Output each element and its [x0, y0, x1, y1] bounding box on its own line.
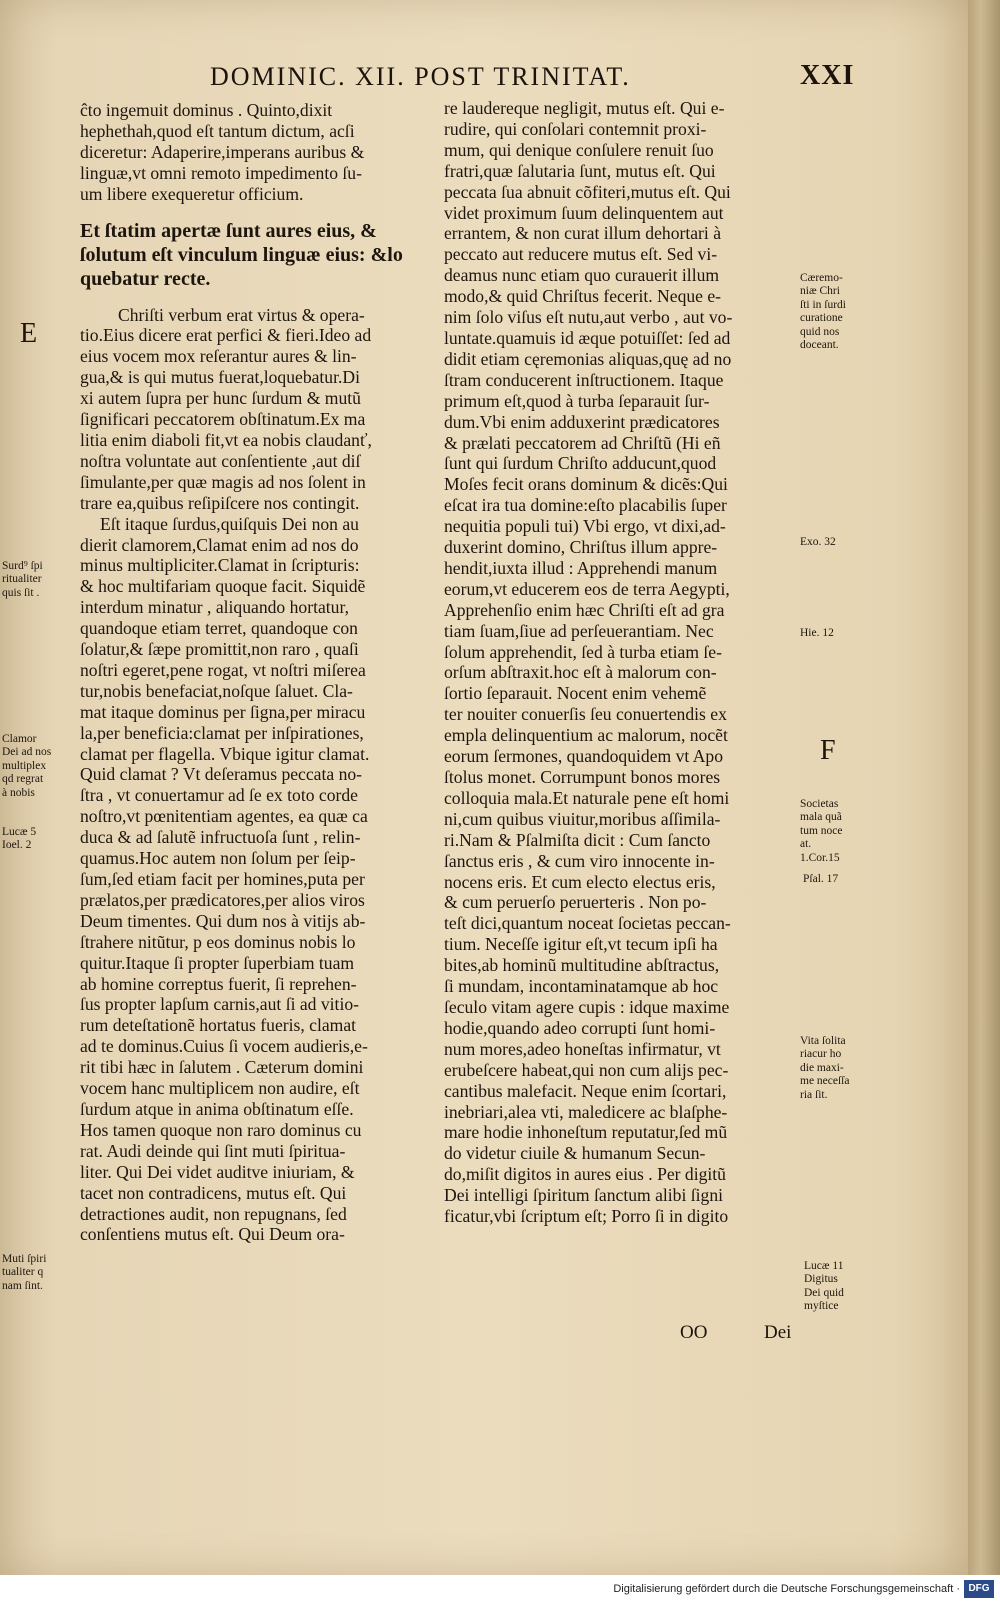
text-line: liter. Qui Dei videt auditve iniuriam, & [80, 1161, 355, 1182]
note-line: ritualiter [2, 573, 42, 586]
text-line: ſanctus eris , & cum viro innocente in- [444, 850, 715, 871]
note-line: mala quã [800, 811, 842, 824]
text-line: Hos tamen quoque non raro dominus cu [80, 1119, 362, 1140]
lemma-line: quebatur recte. [80, 267, 211, 290]
text-line: ab homine correptus fuerit, ſi reprehen- [80, 973, 357, 994]
text-line: Deum timentes. Qui dum nos à vitijs ab- [80, 910, 366, 931]
note-line: Exo. 32 [800, 536, 836, 548]
text-line: Chriſti verbum erat virtus & opera- [118, 304, 365, 325]
lemma-line: Et ſtatim apertæ ſunt aures eius, & [80, 219, 377, 242]
text-line: errantem, & non curat illum dehortari à [444, 223, 721, 244]
text-line: & cum peruerſo peruerteris . Non po- [444, 892, 707, 913]
text-line: ſunt qui ſurdum Chriſto adducunt,quod [444, 453, 717, 474]
note-line: Vita ſolita [800, 1035, 846, 1047]
text-line: detractiones audit, non repugnans, ſed [80, 1203, 347, 1224]
left-margin-note [2, 826, 36, 853]
text-line: re laudereque negligit, mutus eſt. Qui e- [444, 98, 725, 118]
text-line: nequitia populi tui) Vbi ergo, vt dixi,ad- [444, 516, 726, 537]
text-line: ſus propter lapſum carnis,aut ſi ad vitio- [80, 994, 359, 1015]
left-margin-note [2, 733, 51, 800]
text-line: diceretur: Adaperire,imperans auribus & [80, 141, 365, 162]
text-line: ſtrahere nitũtur, p eos dominus nobis lo [80, 931, 356, 952]
note-line: Hie. 12 [800, 627, 834, 639]
text-line: fratri,quæ ſalutaria ſunt, mutus eſt. Qui [444, 160, 716, 181]
text-line: nim ſolo viſus eſt nutu,aut verbo , aut vo- [444, 307, 733, 328]
text-line: modo,& quid Chriſtus fecerit. Neque e- [444, 286, 722, 307]
text-line: eſcat ira tua domine:eſto placabilis ſuper [444, 495, 727, 516]
text-line: Quid clamat ? Vt deſeramus peccata no- [80, 764, 363, 785]
note-line: ria ſit. [800, 1088, 828, 1101]
text-line: Moſes fecit orans dominum & dicẽs:Qui [444, 474, 728, 495]
note-line: Dei quid [804, 1286, 844, 1299]
text-line: ſolatur,& ſæpe promittit,non raro , quaſi [80, 639, 359, 660]
text-line: tur,nobis benefaciat,noſque ſaluet. Cla- [80, 680, 353, 701]
text-line: erubeſcere habeat,qui non cum alijs pec- [444, 1059, 729, 1080]
text-line: luntate.quamuis id æque potuiſſet: ſed ad [444, 327, 731, 348]
right-margin-note [803, 873, 838, 886]
text-line: bites,ab hominũ multitudine abſtractus, [444, 955, 720, 976]
note-line: nam ſint. [2, 1279, 43, 1292]
note-line: curatione [800, 312, 843, 325]
text-line: ſi mundam, incontaminatamque ab hoc [444, 976, 719, 997]
text-line: tacet non contradicens, mutus eſt. Qui [80, 1182, 347, 1203]
text-line: inebriari,alea vti, maledicere ac blaſphe- [444, 1101, 728, 1122]
text-line: & hoc multifariam quoque facit. Siquidẽ [80, 576, 366, 597]
text-line: dierit clamorem,Clamat enim ad nos do [80, 534, 359, 555]
text-line: noſtri egeret,pene rogat, vt noſtri miſerea [80, 659, 366, 680]
text-line: quamus.Hoc autem non ſolum per ſeip- [80, 848, 356, 869]
text-line: minus multipliciter.Clamat in ſcripturis: [80, 555, 360, 576]
text-line: ad te dominus.Cuius ſi vocem audieris,e- [80, 1036, 368, 1057]
note-line: Societas [800, 798, 839, 810]
text-line: duca & ad ſalutẽ infructuoſa ſunt , relin- [80, 827, 361, 848]
text-line: xi autem ſupra per hunc ſurdum & mutũ [80, 388, 361, 409]
text-line: la,per beneficia:clamat per inſpirationes, [80, 722, 364, 743]
text-line: ter nouiter conuerſis ſeu conuertendis ex [444, 704, 727, 725]
note-line: multiplex [2, 759, 47, 772]
note-line: Muti ſpiri [2, 1253, 47, 1265]
text-line: tiam ſuam,ſiue ad perſeuerantiam. Nec [444, 620, 714, 641]
text-line: mat itaque dominus per ſigna,per miracu [80, 701, 366, 722]
note-line: Ioel. 2 [2, 839, 32, 852]
right-margin-note [800, 536, 836, 549]
text-line: videt proximum ſuum delinquentem aut [444, 202, 724, 223]
right-margin-note [800, 272, 846, 352]
note-line: quis ſit . [2, 586, 40, 599]
note-line: Dei ad nos [2, 746, 52, 759]
text-line: ſtolus monet. Corrumpunt bonos mores [444, 767, 721, 787]
right-margin-note [800, 627, 834, 640]
text-line: dum.Vbi enim adduxerint prædicatores [444, 411, 720, 432]
text-line: Dei intelligi ſpiritum ſanctum alibi ſigni [444, 1185, 724, 1206]
left-margin-note [2, 1253, 46, 1293]
text-line: ſtram conducerent inſtructionem. Itaque [444, 369, 724, 390]
note-line: Lucæ 5 [2, 826, 37, 838]
signature-mark: OO [680, 1322, 708, 1343]
text-line: ſolum apprehendit, ſed à turba etiam ſe- [444, 641, 722, 662]
text-line: colloquia mala.Et naturale pene eſt homi [444, 787, 730, 808]
text-line: do,miſit digitos in aures eius . Per digitũ [444, 1164, 726, 1185]
text-line: trare ea,quibus reſipiſcere nos contingit. [80, 492, 360, 513]
text-line: hephethah,quod eſt tantum dictum, acſi [80, 120, 355, 141]
text-line: vocem hanc multiplicem non audire, eſt [80, 1078, 360, 1099]
text-line: peccata ſua abnuit cõfiteri,mutus eſt. Qui [444, 181, 731, 202]
running-head: DOMINIC. XII. POST TRINITAT. [210, 62, 631, 91]
note-line: quid nos [800, 325, 840, 338]
text-line: prælatos,per prædicatores,per alios viros [80, 889, 365, 910]
text-line: ſimulante,per quæ magis ad nos ſolent in [80, 471, 366, 492]
text-line: didit etiam cęremonias aliquas,quę ad no [444, 348, 732, 369]
text-line: rudire, qui conſolari contemnit proxi- [444, 118, 707, 139]
lemma-line: ſolutum eſt vinculum linguæ eius: &lo [80, 243, 403, 266]
text-line: ſortio ſeparauit. Nocent enim vehemẽ [444, 683, 707, 704]
text-line: interdum minatur , aliquando hortatur, [80, 597, 350, 618]
section-letter-e: E [20, 318, 38, 349]
text-line: empla delinquentium ac malorum, nocẽt [444, 725, 728, 746]
note-line: die maxi- [800, 1061, 844, 1074]
text-line: ſignificari peccatorem obſtinatum.Ex ma [80, 409, 366, 430]
note-line: me neceſſa [800, 1075, 850, 1088]
paragraph-gap [80, 205, 425, 219]
text-line: peccato aut reducere mutus eſt. Sed vi- [444, 244, 718, 265]
text-line: noſtro,vt pœnitentiam agentes, ea quæ ca [80, 806, 368, 827]
text-line: cantibus malefacit. Neque enim ſcortari, [444, 1080, 727, 1101]
text-line: quandoque etiam terret, quandoque con [80, 618, 358, 639]
text-line: rit tibi hæc in ſalutem . Cæterum domini [80, 1057, 364, 1078]
right-margin-note [800, 1035, 849, 1102]
note-line: tualiter q [2, 1266, 44, 1279]
note-line: myſtice [804, 1300, 839, 1313]
text-line: eorum ſermones, quandoquidem vt Apo [444, 746, 724, 767]
text-line: ĉto ingemuit dominus . Quinto,dixit [80, 100, 333, 120]
note-line: Clamor [2, 733, 37, 745]
text-line: rum deteſtationẽ hortatus fueris, clamat [80, 1015, 357, 1036]
text-line: ſum,ſed etiam facit per homines,puta per [80, 869, 365, 889]
note-line: tum noce [800, 824, 843, 837]
right-margin-note [800, 798, 842, 865]
text-line: deamus nunc etiam quo curauerit illum [444, 265, 720, 286]
note-line: ſti in ſurdi [800, 298, 846, 311]
dfg-logo: DFG [964, 1580, 994, 1598]
text-line: mare hodie inhoneſtum reputatur,ſed mũ [444, 1122, 728, 1143]
text-line: ni,cum quibus viuitur,moribus aſſimila- [444, 808, 721, 829]
text-line: Apprehenſio enim hæc Chriſti eſt ad gra [444, 599, 725, 620]
text-line: clamat per flagella. Vbique igitur clamat. [80, 743, 370, 764]
text-line: noſtra voluntate aut conſentiente ,aut diſ [80, 450, 361, 471]
text-line: linguæ,vt omni remoto impedimento ſu- [80, 162, 362, 183]
note-line: Lucæ 11 [804, 1260, 844, 1272]
text-line: conſentiens mutus eſt. Qui Deum ora- [80, 1224, 345, 1245]
right-margin-note [804, 1260, 844, 1314]
text-line: teſt dici,quantum noceat ſocietas peccan- [444, 913, 731, 934]
text-line: rat. Audi deinde qui ſint muti ſpiritua- [80, 1140, 346, 1161]
text-line: primum eſt,quod à turba ſeparauit ſur- [444, 390, 710, 411]
note-line: 1.Cor.15 [800, 851, 840, 864]
text-line: litia enim diaboli fit,vt ea nobis claudanť, [80, 429, 372, 450]
note-line: niæ Chri [800, 285, 840, 298]
text-line: mum, qui denique conſulere renuit ſuo [444, 139, 714, 160]
page-edge [968, 0, 1000, 1575]
catchword: Dei [764, 1322, 792, 1343]
text-line: eius vocem mox reſerantur aures & lin- [80, 346, 357, 367]
text-line: duxerint domino, Chriſtus illum appre- [444, 537, 718, 558]
text-line: ficatur,vbi ſcriptum eſt; Porro ſi in digito [444, 1206, 729, 1227]
text-line: tium. Neceſſe igitur eſt,vt tecum ipſi ha [444, 934, 718, 955]
text-line: quitur.Itaque ſi propter ſuperbiam tuam [80, 952, 355, 973]
text-line: nocens eris. Et cum electo electus eris, [444, 871, 716, 892]
section-letter-f: F [820, 735, 836, 766]
folio-number: XXI [800, 60, 855, 91]
text-line: hendit,iuxta illud : Apprehendi manum [444, 557, 718, 578]
text-line: Eſt itaque ſurdus,quiſquis Dei non au [100, 513, 359, 534]
note-line: doceant. [800, 339, 839, 352]
left-margin-note [2, 560, 43, 600]
note-line: Cæremo- [800, 272, 843, 284]
text-line: num mores,adeo honeſtas infirmatur, vt [444, 1038, 721, 1059]
text-line: um libere exequeretur officium. [80, 183, 304, 204]
note-line: à nobis [2, 786, 35, 799]
text-line: ſeculo vitam agere cupis : idque maxime [444, 996, 730, 1017]
footer-credit: Digitalisierung gefördert durch die Deutsche Forschungsgemeinschaft · [613, 1583, 960, 1595]
right-text-column [444, 98, 794, 1227]
text-line: eorum,vt educerem eos de terra Aegypti, [444, 578, 730, 599]
text-line: ri.Nam & Pſalmiſta dicit : Cum ſancto [444, 829, 711, 850]
text-line: tio.Eius dicere erat perfici & fieri.Ideo ad [80, 325, 372, 346]
note-line: riacur ho [800, 1048, 842, 1061]
text-line: gua,& is qui mutus fuerat,loquebatur.Di [80, 367, 360, 388]
text-line: do videtur ciuile & humanum Secun- [444, 1143, 706, 1164]
note-line: Digitus [804, 1273, 838, 1286]
text-line: ſtra , vt conuertamur ad ſe ex toto corde [80, 785, 358, 806]
note-line: Surd⁹ ſpi [2, 560, 43, 572]
left-text-column [80, 100, 425, 1245]
text-line: orſum abſtraxit.hoc eſt à malorum con- [444, 662, 717, 683]
note-line: Pſal. 17 [803, 873, 839, 885]
paragraph-gap [80, 291, 425, 305]
text-line: hodie,quando adeo corrupti ſunt homi- [444, 1017, 716, 1038]
note-line: qd regrat [2, 773, 44, 786]
text-line: ſurdum atque in anima obſtinatum eſſe. [80, 1098, 354, 1119]
text-line: & prælati peccatorem ad Chriſtũ (Hi eñ [444, 432, 721, 453]
note-line: at. [800, 838, 812, 851]
